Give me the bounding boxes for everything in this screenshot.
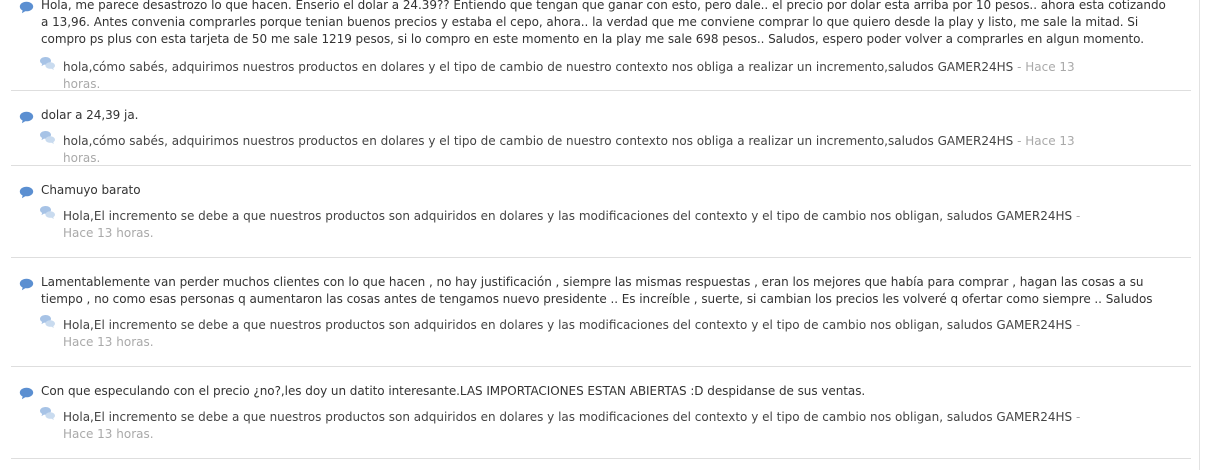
answer-text: hola,cómo sabés, adquirimos nuestros productos en dolares y el tipo de cambio de nuestro contexto nos obliga a realizar un incremento,saludos GAMER24HS bbox=[63, 134, 1014, 148]
answer-text: Hola,El incremento se debe a que nuestros productos son adquiridos en dolares y las modificaciones del contexto y el tipo de cambio nos obligan, saludos GAMER24HS bbox=[63, 209, 1073, 223]
question bbox=[19, 182, 1174, 199]
qa-item bbox=[11, 90, 1191, 166]
answer-bubbles-icon bbox=[39, 130, 56, 145]
answer-timestamp: - Hace 13 horas. bbox=[63, 410, 1081, 441]
question-text: Hola, me parece desastrozo lo que hacen. Enserio el dolar a 24.39?? Entiendo que tengan que ganar con esto, pero dale.. el precio por dolar esta arriba por 10 pesos.. ahora esta cotizando a 13,96. Antes convenia comprarles porque tenian buenos precios y estaba el cepo, ahora.. la verdad que me conviene comprar lo que quiero desde la play y listo, me sale la mitad. Si compro ps plus con esta tarjeta de 50 me sale 1219 pesos, si lo compro en este momento en la play me sale 698 pesos.. Saludos, espero poder volver a comprarles en algun momento. bbox=[41, 0, 1166, 46]
question bbox=[19, 274, 1174, 308]
question-bubble-icon bbox=[19, 387, 34, 400]
answer-text: Hola,El incremento se debe a que nuestros productos son adquiridos en dolares y las modificaciones del contexto y el tipo de cambio nos obligan, saludos GAMER24HS bbox=[63, 410, 1073, 424]
question-text: Con que especulando con el precio ¿no?,les doy un datito interesante.LAS IMPORTACIONES ESTAN ABIERTAS :D despidanse de sus ventas. bbox=[41, 384, 866, 398]
question-bubble-icon bbox=[19, 278, 34, 291]
answer bbox=[39, 59, 1109, 93]
question-text: Lamentablemente van perder muchos clientes con lo que hacen , no hay justificación , siempre las mismas respuestas , eran los mejores que había para comprar , hagan las cosas a su tiempo , no como esas personas q aumentaron las cosas antes de tengamos nuevo presidente .. Es increíble , suerte, si cambian los precios les volveré q ofertar como siempre .. Saludos bbox=[41, 275, 1153, 306]
question bbox=[19, 383, 1174, 400]
qa-item bbox=[11, 0, 1191, 91]
answer-timestamp: - Hace 13 horas. bbox=[63, 318, 1081, 349]
question-bubble-icon bbox=[19, 186, 34, 199]
question-text: Chamuyo barato bbox=[41, 183, 141, 197]
answer bbox=[39, 133, 1109, 167]
question bbox=[19, 0, 1174, 48]
answer-bubbles-icon bbox=[39, 56, 56, 71]
answer-bubbles-icon bbox=[39, 406, 56, 421]
qa-item bbox=[11, 366, 1191, 459]
answer-bubbles-icon bbox=[39, 314, 56, 329]
answer-text: hola,cómo sabés, adquirimos nuestros productos en dolares y el tipo de cambio de nuestro contexto nos obliga a realizar un incremento,saludos GAMER24HS bbox=[63, 60, 1014, 74]
question-bubble-icon bbox=[19, 111, 34, 124]
qa-item bbox=[11, 257, 1191, 367]
answer-timestamp: - Hace 13 horas. bbox=[63, 60, 1075, 91]
question-text: dolar a 24,39 ja. bbox=[41, 108, 139, 122]
answer-text: Hola,El incremento se debe a que nuestros productos son adquiridos en dolares y las modificaciones del contexto y el tipo de cambio nos obligan, saludos GAMER24HS bbox=[63, 318, 1073, 332]
answer bbox=[39, 317, 1109, 351]
answer-bubbles-icon bbox=[39, 205, 56, 220]
qa-item bbox=[11, 165, 1191, 258]
question bbox=[19, 107, 1174, 124]
answer-timestamp: - Hace 13 horas. bbox=[63, 134, 1075, 165]
question-bubble-icon bbox=[19, 1, 34, 14]
answer bbox=[39, 409, 1109, 443]
answer bbox=[39, 208, 1109, 242]
answer-timestamp: - Hace 13 horas. bbox=[63, 209, 1081, 240]
